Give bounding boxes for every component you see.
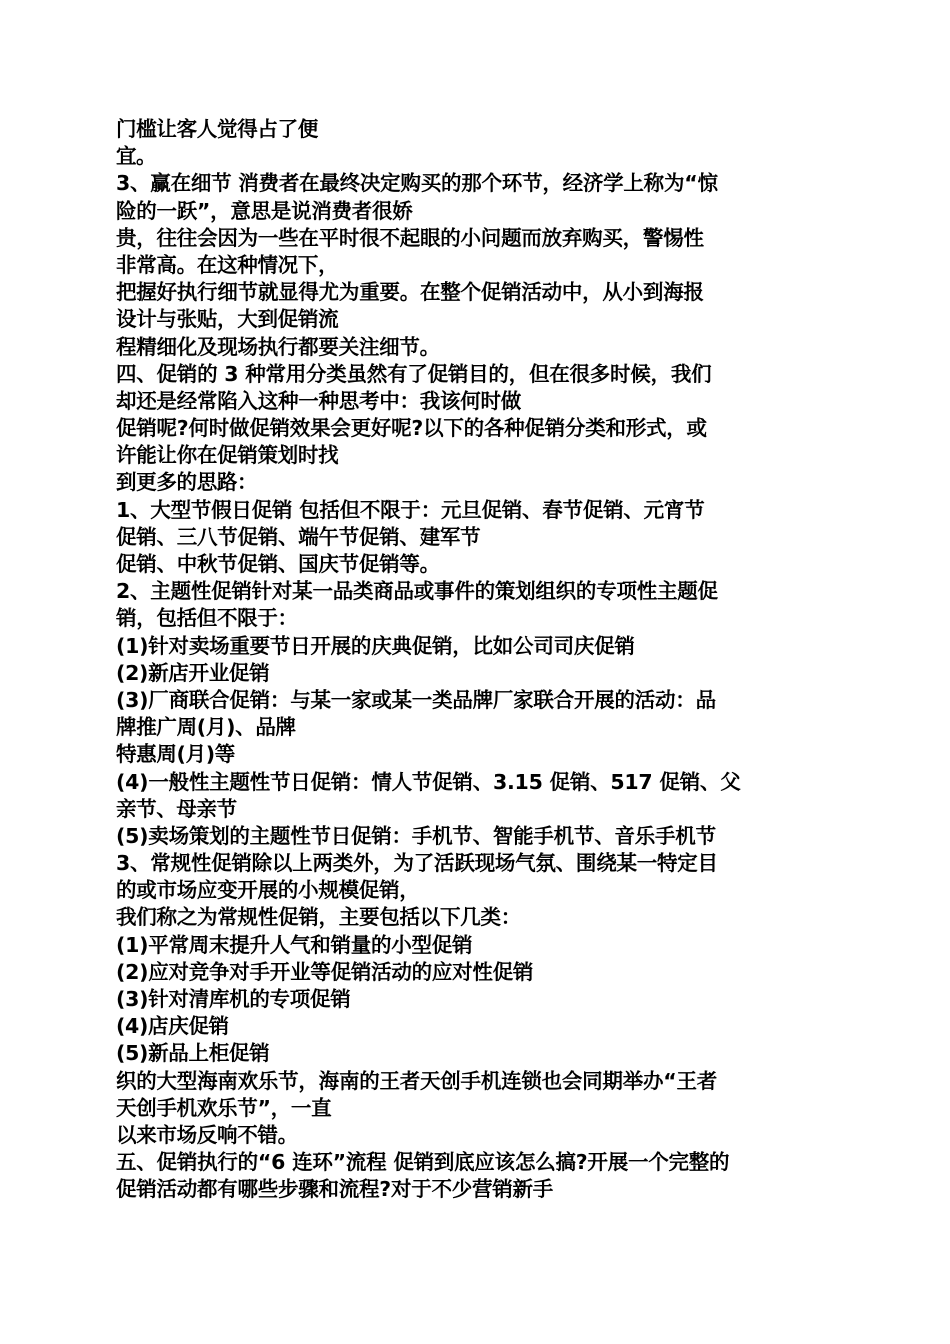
text-line: (4)店庆促销 xyxy=(116,1014,229,1039)
text-line: (3)针对清库机的专项促销 xyxy=(116,987,351,1011)
text-line: 天创手机欢乐节”，一直 xyxy=(116,1095,332,1120)
text-line: 1、大型节假日促销 包括但不限于：元旦促销、春节促销、元宵节 xyxy=(116,497,705,522)
text-line: (5)卖场策划的主题性节日促销：手机节、智能手机节、音乐手机节 xyxy=(116,823,716,848)
text-line: 到更多的思路： xyxy=(116,470,258,495)
text-line: 特惠周(月)等 xyxy=(116,742,235,767)
text-line: 亲节、母亲节 xyxy=(116,796,237,821)
text-line: (5)新品上柜促销 xyxy=(116,1041,270,1066)
text-line: 销，包括但不限于： xyxy=(116,606,298,631)
text-line: 程精细化及现场执行都要关注细节。 xyxy=(116,334,440,359)
text-line: 贵，往往会因为一些在平时很不起眼的小问题而放弃购买，警惕性 xyxy=(116,225,704,250)
text-line: 促销、三八节促销、端午节促销、建军节 xyxy=(116,524,481,549)
text-line: 险的一跃”，意思是说消费者很娇 xyxy=(116,198,413,223)
text-line: (1)针对卖场重要节日开展的庆典促销，比如公司司庆促销 xyxy=(116,633,635,658)
text-line: (2)新店开业促销 xyxy=(116,660,270,685)
text-line: 促销活动都有哪些步骤和流程?对于不少营销新手 xyxy=(116,1177,553,1202)
text-line: 牌推广周(月)、品牌 xyxy=(116,715,296,740)
text-line: 却还是经常陷入这种一种思考中：我该何时做 xyxy=(116,388,521,413)
text-line: 以来市场反响不错。 xyxy=(116,1122,298,1147)
text-line: 把握好执行细节就显得尤为重要。在整个促销活动中，从小到海报 xyxy=(116,280,704,305)
text-line: (3)厂商联合促销：与某一家或某一类品牌厂家联合开展的活动：品 xyxy=(116,687,716,712)
text-line: 促销、中秋节促销、国庆节促销等。 xyxy=(116,552,440,576)
text-line: 设计与张贴，大到促销流 xyxy=(116,307,339,332)
text-line: 促销呢?何时做促销效果会更好呢?以下的各种促销分类和形式，或 xyxy=(116,416,707,441)
text-line: 我们称之为常规性促销，主要包括以下几类： xyxy=(116,905,522,930)
document-body xyxy=(116,116,836,1204)
text-line: 门槛让客人觉得占了便 xyxy=(116,117,318,141)
text-line: 织的大型海南欢乐节，海南的王者天创手机连锁也会同期举办“王者 xyxy=(116,1068,718,1093)
text-line: 3、赢在细节 消费者在最终决定购买的那个环节，经济学上称为“惊 xyxy=(116,171,718,196)
text-line: 四、促销的 3 种常用分类虽然有了促销目的，但在很多时候，我们 xyxy=(116,361,712,386)
text-line: 的或市场应变开展的小规模促销， xyxy=(116,878,420,903)
text-line: 五、促销执行的“6 连环”流程 促销到底应该怎么搞?开展一个完整的 xyxy=(116,1150,730,1175)
text-line: 3、常规性促销除以上两类外，为了活跃现场气氛、围绕某一特定目 xyxy=(116,851,718,876)
text-line: 非常高。在这种情况下， xyxy=(116,252,339,277)
text-line: (1)平常周末提升人气和销量的小型促销 xyxy=(116,932,473,957)
text-line: (4)一般性主题性节日促销：情人节促销、3.15 促销、517 促销、父 xyxy=(116,769,741,794)
text-line: (2)应对竞争对手开业等促销活动的应对性促销 xyxy=(116,959,534,984)
text-line: 许能让你在促销策划时找 xyxy=(116,443,339,468)
text-line: 2、主题性促销针对某一品类商品或事件的策划组织的专项性主题促 xyxy=(116,579,718,604)
text-line: 宜。 xyxy=(116,144,156,169)
